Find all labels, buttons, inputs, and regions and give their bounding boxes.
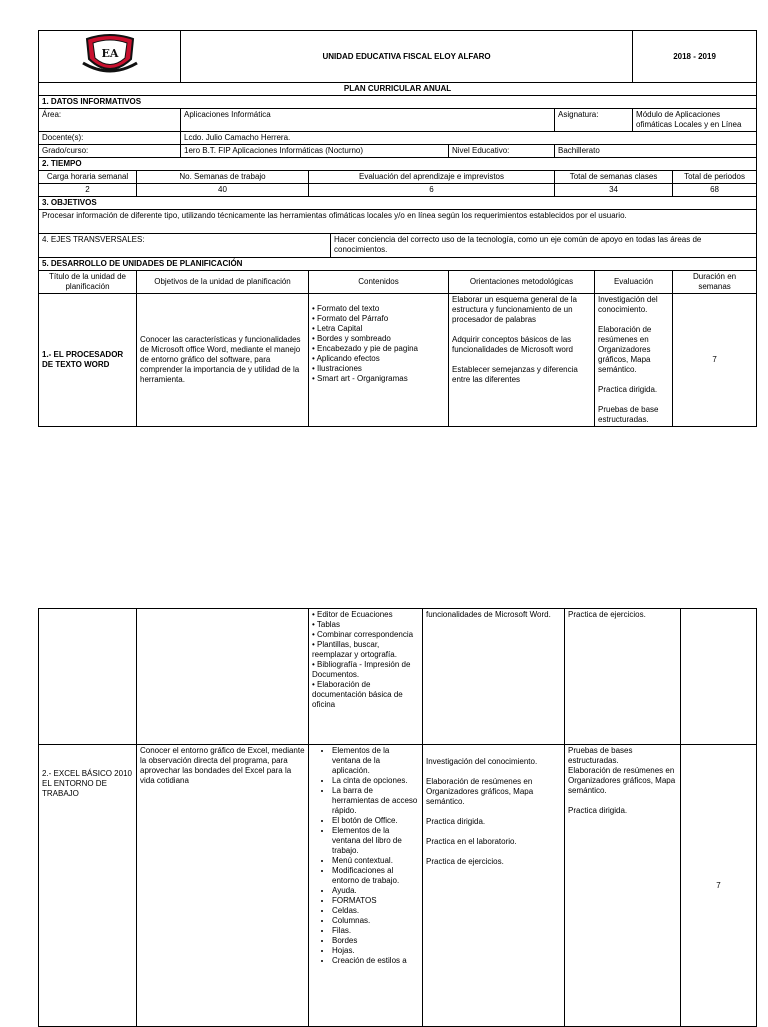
col-header-objetivos: Objetivos de la unidad de planificación	[137, 271, 309, 294]
unit-orientations: funcionalidades de Microsoft Word.	[423, 609, 565, 745]
orientation-item: Practica en el laboratorio.	[426, 837, 517, 846]
school-year: 2018 - 2019	[633, 31, 757, 83]
list-item: • Elaboración de documentación básica de oficina	[312, 680, 403, 709]
unit-row-2	[39, 745, 757, 1027]
orientation-item: Elaboración de resúmenes en Organizadores gráficos, Mapa semántico.	[426, 777, 534, 806]
col-header-evaluacion: Evaluación	[595, 271, 673, 294]
unit-objective: Conocer las características y funcionalidades de Microsoft office Word, mediante el manejo de entorno gráfico del software, para comprender la importancia de y utilidad de la herramienta.	[137, 294, 309, 427]
list-item: • Elementos de la ventana de la aplicación.	[332, 746, 419, 776]
unit-duration: 7	[673, 294, 757, 427]
ejes-label: 4. EJES TRANSVERSALES:	[39, 234, 331, 258]
unit-evaluation: Practica de ejercicios.	[565, 609, 681, 745]
section-desarrollo: 5. DESARROLLO DE UNIDADES DE PLANIFICACIÓN	[39, 258, 757, 271]
orientation-item: Investigación del conocimiento.	[426, 757, 538, 766]
unit-contents	[309, 609, 423, 745]
col-header-orientaciones: Orientaciones metodológicas	[449, 271, 595, 294]
list-item: • Bibliografía - Impresión de Documentos.	[312, 660, 411, 679]
evaluation-item: Pruebas de bases estructuradas.	[568, 746, 633, 765]
list-item: • Ilustraciones	[312, 364, 362, 373]
list-item: • Aplicando efectos	[312, 354, 380, 363]
objetivos-text: Procesar información de diferente tipo, utilizando técnicamente las herramientas ofimáticas locales y/o en línea según los requerimientos establecidos por el usuario.	[39, 210, 757, 234]
list-item: • Formato del texto	[312, 304, 380, 313]
list-item: • Elementos de la ventana del libro de trabajo.	[332, 826, 419, 856]
nivel-value: Bachillerato	[555, 145, 757, 158]
tiempo-header: Evaluación del aprendizaje e imprevistos	[309, 171, 555, 184]
section-objetivos: 3. OBJETIVOS	[39, 197, 757, 210]
orientation-item: Practica dirigida.	[426, 817, 486, 826]
school-logo-cell	[39, 31, 181, 83]
unit-row-1-continued	[39, 609, 757, 745]
docente-label: Docente(s):	[39, 132, 181, 145]
list-item: • Bordes y sombreado	[312, 334, 391, 343]
evaluation-item: Pruebas de base estructuradas.	[598, 405, 659, 424]
orientation-item: Establecer semejanzas y diferencia entre las diferentes	[452, 365, 578, 384]
list-item: • Smart art - Organigramas	[312, 374, 408, 383]
tiempo-header: Carga horaria semanal	[39, 171, 137, 184]
unit-orientations	[449, 294, 595, 427]
school-crest-icon	[81, 33, 139, 77]
evaluation-item: Elaboración de resúmenes en Organizadores gráficos, Mapa semántico.	[568, 766, 676, 795]
unit-evaluation	[595, 294, 673, 427]
list-item: • Letra Capital	[312, 324, 363, 333]
asignatura-label: Asignatura:	[555, 109, 633, 132]
nivel-label: Nivel Educativo:	[449, 145, 555, 158]
section-tiempo: 2. TIEMPO	[39, 158, 757, 171]
list-item: • Hojas.	[332, 946, 419, 956]
plan-title: PLAN CURRICULAR ANUAL	[39, 83, 757, 96]
carga-horaria-value: 2	[39, 184, 137, 197]
unit-duration-empty	[681, 609, 757, 745]
docente-value: Lcdo. Julio Camacho Herrera.	[181, 132, 757, 145]
area-label: Área:	[39, 109, 181, 132]
unit-duration: 7	[681, 745, 757, 1027]
list-item: • Columnas.	[332, 916, 419, 926]
asignatura-value: Módulo de Aplicaciones ofimáticas Locales y en Línea	[633, 109, 757, 132]
list-item: • Encabezado y pie de pagina	[312, 344, 418, 353]
list-item: • Plantillas, buscar, reemplazar y ortografía.	[312, 640, 397, 659]
list-item: • La barra de herramientas de acceso rápido.	[332, 786, 419, 816]
list-item: • Filas.	[332, 926, 419, 936]
institution-name: UNIDAD EDUCATIVA FISCAL ELOY ALFARO	[181, 31, 633, 83]
list-item: • Editor de Ecuaciones	[312, 610, 393, 619]
svg-text:EA: EA	[101, 47, 118, 60]
unit-orientations	[423, 745, 565, 1027]
col-header-duracion: Duración en semanas	[673, 271, 757, 294]
unit-contents	[309, 294, 449, 427]
list-item: • Bordes	[332, 936, 419, 946]
section-datos-informativos: 1. DATOS INFORMATIVOS	[39, 96, 757, 109]
total-periodos-value: 68	[673, 184, 757, 197]
list-item: • La cinta de opciones.	[332, 776, 419, 786]
unit-contents	[309, 745, 423, 1027]
unit-title-line: EL ENTORNO DE TRABAJO	[42, 779, 107, 798]
orientation-item: Adquirir conceptos básicos de las funcionalidades de Microsoft word	[452, 335, 573, 354]
ejes-text: Hacer conciencia del correcto uso de la tecnología, como un eje común de apoyo en todas las áreas de conocimientos.	[331, 234, 757, 258]
unit-objective: Conocer el entorno gráfico de Excel, mediante la observación directa del programa, para aprovechar las bondades del Excel para la vida cotidiana	[137, 745, 309, 1027]
evaluacion-imprevistos-value: 6	[309, 184, 555, 197]
list-item: • El botón de Office.	[332, 816, 419, 826]
semanas-trabajo-value: 40	[137, 184, 309, 197]
list-item: • Modificaciones al entorno de trabajo.	[332, 866, 419, 886]
area-value: Aplicaciones Informática	[181, 109, 555, 132]
evaluation-item: Practica dirigida.	[598, 385, 658, 394]
total-semanas-value: 34	[555, 184, 673, 197]
unit-row-1	[39, 294, 757, 427]
grado-value: 1ero B.T. FIP Aplicaciones Informáticas (Nocturno)	[181, 145, 449, 158]
grado-label: Grado/curso:	[39, 145, 181, 158]
unit-objective-empty	[137, 609, 309, 745]
list-item: • Celdas.	[332, 906, 419, 916]
unit-title: 1.- EL PROCESADOR DE TEXTO WORD	[39, 294, 137, 427]
col-header-contenidos: Contenidos	[309, 271, 449, 294]
orientation-item: Practica de ejercicios.	[426, 857, 504, 866]
unit-title-line: 2.- EXCEL BÁSICO 2010	[42, 769, 132, 778]
list-item: • Creación de estilos a	[332, 956, 419, 966]
evaluation-item: Practica dirigida.	[568, 806, 628, 815]
list-item: • Combinar correspondencia	[312, 630, 414, 639]
list-item: • FORMATOS	[332, 896, 419, 906]
tiempo-header: Total de semanas clases	[555, 171, 673, 184]
list-item: • Formato del Párrafo	[312, 314, 389, 323]
unit-title-empty	[39, 609, 137, 745]
evaluation-item: Elaboración de resúmenes en Organizadores gráficos, Mapa semántico.	[598, 325, 652, 374]
list-item: • Menú contextual.	[332, 856, 419, 866]
list-item: • Ayuda.	[332, 886, 419, 896]
unit-evaluation	[565, 745, 681, 1027]
plan-curricular-table-page2	[38, 608, 757, 1027]
tiempo-header: No. Semanas de trabajo	[137, 171, 309, 184]
plan-curricular-table-page1	[38, 30, 757, 427]
list-item: • Tablas	[312, 620, 341, 629]
unit-title	[39, 745, 137, 1027]
evaluation-item: Investigación del conocimiento.	[598, 295, 658, 314]
tiempo-header: Total de periodos	[673, 171, 757, 184]
col-header-titulo: Título de la unidad de planificación	[39, 271, 137, 294]
orientation-item: Elaborar un esquema general de la estructura y funcionamiento de un procesador de palabras	[452, 295, 577, 324]
